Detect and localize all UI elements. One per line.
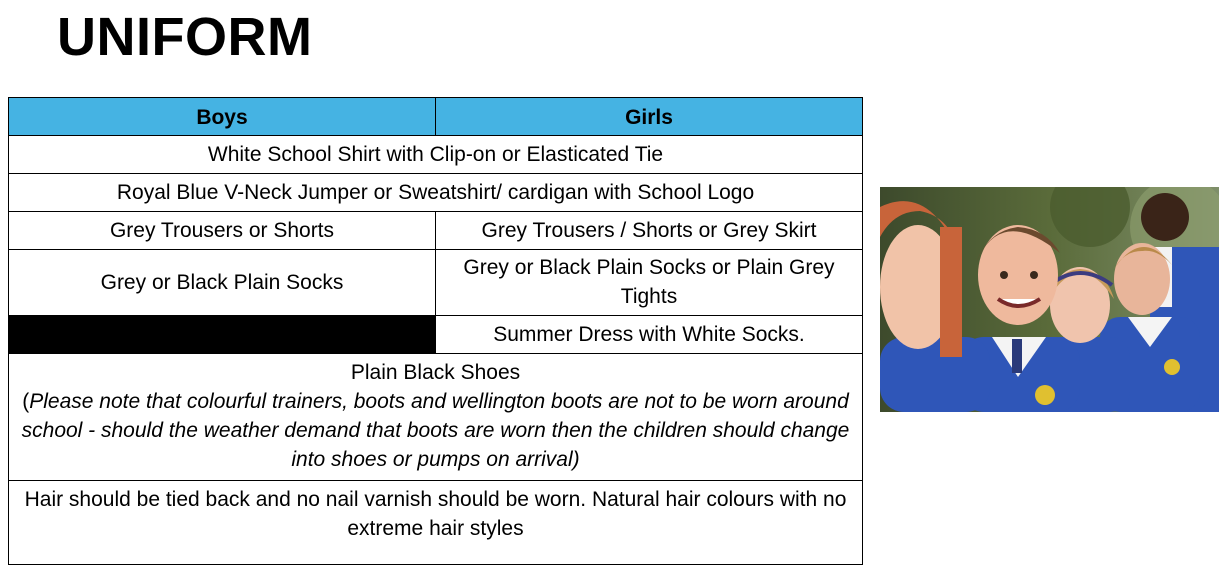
table-row (9, 316, 863, 354)
uniform-photo (880, 187, 1219, 412)
row-socks-girls: Grey or Black Plain Socks or Plain Grey Tights (436, 250, 863, 316)
row-trousers-boys: Grey Trousers or Shorts (9, 212, 436, 250)
header-boys: Boys (9, 98, 436, 136)
row-trousers-girls: Grey Trousers / Shorts or Grey Skirt (436, 212, 863, 250)
row-hair: Hair should be tied back and no nail varnish should be worn. Natural hair colours with no extreme hair styles (9, 481, 863, 565)
header-row (9, 98, 863, 136)
shoes-note-paren: ( (22, 390, 30, 413)
table-row (9, 136, 863, 174)
page-title: UNIFORM (57, 7, 313, 67)
row-jumper: Royal Blue V-Neck Jumper or Sweatshirt/ cardigan with School Logo (9, 174, 863, 212)
row-socks-boys: Grey or Black Plain Socks (9, 250, 436, 316)
table-row (9, 212, 863, 250)
table-row (9, 354, 863, 481)
shoes-note-text: Please note that colourful trainers, boots and wellington boots are not to be worn around school - should the weather demand that boots are worn then the children should change into shoes or pumps on arrival) (21, 390, 850, 471)
shoes-label: Plain Black Shoes (350, 361, 521, 384)
shoes-note (17, 387, 854, 474)
children-photo-image (880, 187, 1219, 412)
row-shirt: White School Shirt with Clip-on or Elasticated Tie (9, 136, 863, 174)
table-row (9, 250, 863, 316)
row-shoes (9, 354, 863, 481)
row-dress-boys-blank (9, 316, 436, 354)
table-row (9, 174, 863, 212)
row-dress-girls: Summer Dress with White Socks. (436, 316, 863, 354)
table-row (9, 481, 863, 565)
header-girls: Girls (436, 98, 863, 136)
uniform-table (8, 97, 863, 565)
